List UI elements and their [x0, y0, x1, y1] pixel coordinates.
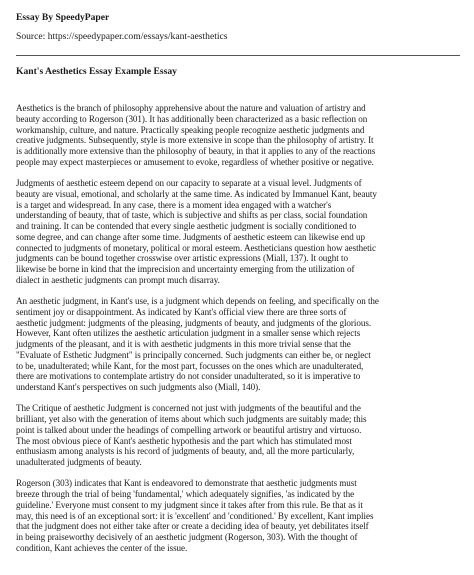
paragraph-line: judgments of the pleasant, and it is with aesthetic judgments in this more trivial sense that the — [16, 339, 351, 349]
paragraph-line: The Critique of aesthetic Judgment is concerned not just with judgments of the beautiful and the — [16, 403, 361, 414]
paragraph-line: beauty are visual, emotional, and scholarly at the same time. As indicated by Immanuel Kant, beauty — [16, 188, 377, 199]
paragraph-line: some degree, and can change after some time. Judgments of aesthetic esteem can likewise end up — [16, 231, 365, 242]
paragraph-line: likewise be borne in kind that the imprecision and uncertainty emerging from the utilization of — [16, 264, 355, 274]
paragraph-line: may, this need is of an exceptional sort: it is 'excellent' and 'conditioned.' By excellent, Kant implies — [16, 510, 374, 521]
source-line: Source: https://speedypaper.com/essays/kant-aesthetics — [16, 31, 228, 42]
paragraph-line: is a target and widespread. In any case, there is a moment idea engaged with a watcher's — [16, 199, 332, 210]
essay-paragraph — [16, 103, 460, 168]
paragraph-line: enthusiasm among analysts is his record of judgments of beauty, and, all the more particularly, — [16, 446, 355, 457]
paragraph-line: that the judgment does not either take after or create a deciding idea of beauty, yet debilitates itself — [16, 521, 369, 532]
paragraph-line: people may expect masterpieces or amusement to evoke, regardless of whether positive or negative. — [16, 156, 374, 167]
paragraph-line: there are motivations to contemplate artistry do not consider unadulterated, so it is imperative to — [16, 371, 361, 382]
paragraph-line: Aesthetics is the branch of philosophy apprehensive about the nature and valuation of artistry and — [16, 103, 366, 113]
paragraph-line: judgments can be bound together crosswise over artistic expressions (Miall, 137). It ought to — [16, 253, 348, 264]
paragraph-line: brilliant, yet also with the generation of items about which such judgments are suitably made; this — [16, 414, 367, 424]
divider — [16, 55, 460, 56]
paragraph-line: aesthetic judgment: judgments of the pleasing, judgments of beauty, and judgments of the glorious. — [16, 317, 372, 328]
paragraph-line: guideline.' Everyone must consent to my judgment since it takes after from this rule. Be that as it — [16, 499, 363, 510]
paragraph-line: to be, unadulterated; while Kant, for the most part, focusses on the ones which are unadulterated, — [16, 360, 364, 371]
paragraph-line: breeze through the trial of being 'fundamental,' which adequately signifies, 'as indicated by the — [16, 489, 355, 499]
essay-body — [16, 103, 460, 554]
paragraph-line: is additionally more extensive than the philosophy of beauty, in that it applies to any of the reactions — [16, 146, 376, 156]
paragraph-line: workmanship, culture, and nature. Practically speaking people recognize aesthetic judgments and — [16, 124, 365, 135]
essay-title: Kant's Aesthetics Essay Example Essay — [16, 66, 177, 77]
essay-paragraph — [16, 296, 460, 393]
paragraph-line: condition, Kant achieves the center of the issue. — [16, 542, 188, 553]
paragraph-line: An aesthetic judgment, in Kant's use, is a judgment which depends on feeling, and specifically on the — [16, 296, 379, 306]
paragraph-line: Judgments of aesthetic esteem depend on our capacity to separate at a visual level. Judgments of — [16, 178, 362, 188]
paragraph-line: creative judgments. Subsequently, style is more extensive in scope than the philosophy of artistry. It — [16, 135, 374, 146]
paragraph-line: However, Kant often utilizes the aesthetic articulation judgment in a smaller sense which rejects — [16, 328, 361, 339]
paragraph-line: understand Kant's perspectives on such judgments also (Miall, 140). — [16, 382, 261, 392]
paragraph-line: sentiment joy or disappointment. As indicated by Kant's official view there are three sorts of — [16, 306, 347, 317]
paragraph-line: unadulterated judgments of beauty. — [16, 457, 142, 467]
essay-paragraph — [16, 178, 460, 286]
essay-paragraph — [16, 403, 460, 468]
paragraph-line: in being praiseworthy decisively of an aesthetic judgment (Rogerson, 303). With the thought of — [16, 532, 358, 542]
paragraph-line: dialect in aesthetic judgments can prompt much disarray. — [16, 274, 220, 285]
paragraph-line: beauty according to Rogerson (301). It has additionally been characterized as a basic reflection on — [16, 113, 368, 124]
paragraph-line: and training. It can be contended that every single aesthetic judgment is socially conditioned to — [16, 221, 357, 231]
paragraph-line: connected to judgments of monetary, political or moral esteem. Aestheticians question how aesthetic — [16, 242, 377, 253]
essay-paragraph — [16, 478, 460, 553]
paragraph-line: point is talked about under the headings of compelling artwork or beautiful artistry and virtuoso. — [16, 424, 362, 435]
paragraph-line: The most obvious piece of Kant's aesthetic hypothesis and the part which has stimulated most — [16, 435, 352, 446]
header-title: Essay By SpeedyPaper — [16, 12, 110, 23]
paragraph-line: "Evaluate of Esthetic Judgment" is principally concerned. Such judgments can either be, or neglect — [16, 349, 371, 360]
paragraph-line: understanding of beauty, that of taste, which is subjective and shifts as per class, social foundation — [16, 210, 368, 221]
paragraph-line: Rogerson (303) indicates that Kant is endeavored to demonstrate that aesthetic judgments must — [16, 478, 357, 489]
